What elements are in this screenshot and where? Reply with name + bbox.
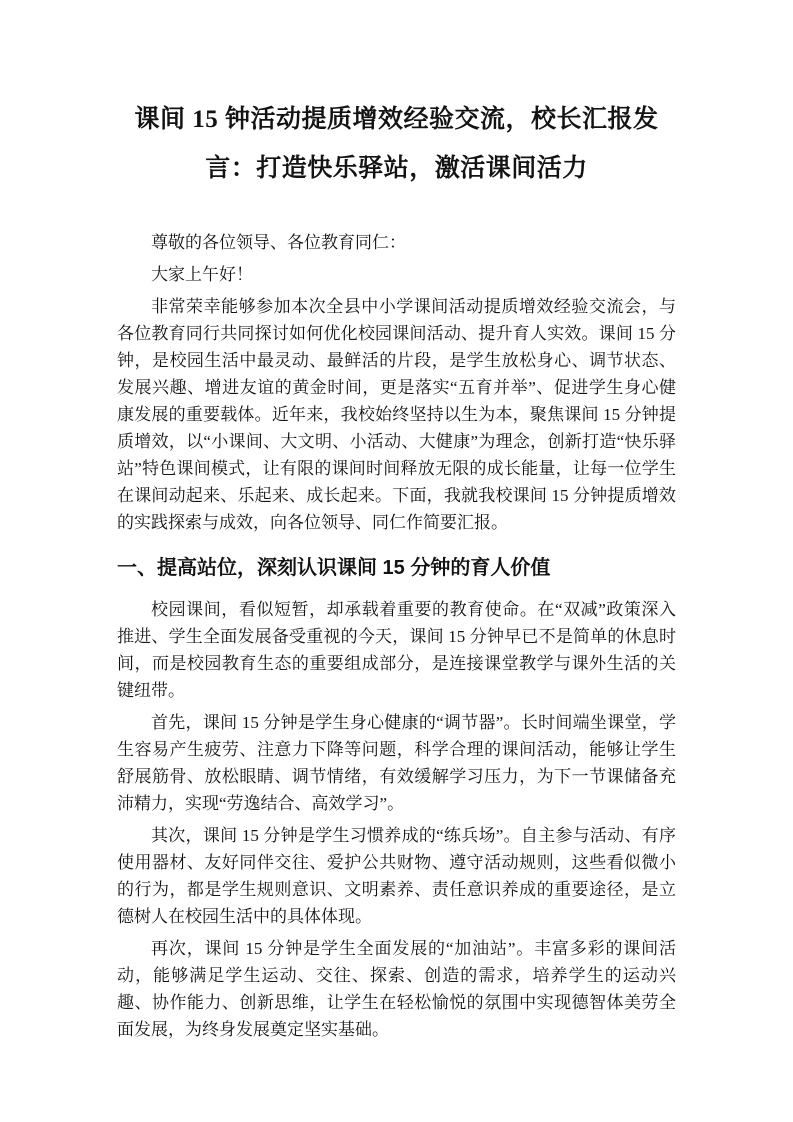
section-1-paragraph-4: 再次，课间 15 分钟是学生全面发展的“加油站”。丰富多彩的课间活动，能够满足学生运动、交往、探索、创造的需求，培养学生的运动兴趣、协作能力、创新思维，让学生在轻松愉悦的氛围中实现德智体美劳全面发展，为终身发展奠定坚实基础。: [117, 939, 676, 1039]
section-1-paragraph-1: 校园课间，看似短暂，却承载着重要的教育使命。在“双减”政策深入推进、学生全面发展备受重视的今天，课间 15 分钟早已不是简单的休息时间，而是校园教育生态的重要组成部分，是连接课堂教学与课外生活的关键纽带。: [117, 600, 676, 700]
document-title: 课间 15 钟活动提质增效经验交流，校长汇报发言：打造快乐驿站，激活课间活力: [134, 106, 659, 182]
section-1-heading: 一、提高站位，深刻认识课间 15 分钟的育人价值: [117, 557, 551, 579]
greeting-line: 尊敬的各位领导、各位教育同仁：: [151, 233, 406, 252]
intro-paragraph: 非常荣幸能够参加本次全县中小学课间活动提质增效经验交流会，与各位教育同行共同探讨如何优化校园课间活动、提升育人实效。课间 15 分钟，是校园生活中最灵动、最鲜活的片段，是学生放松身心、调节状态、发展兴趣、增进友谊的黄金时间，更是落实“五育并举”、促进学生身心健康发展的重要载体。近年来，我校始终坚持以生为本，聚焦课间 15 分钟提质增效，以“小课间、大文明、小活动、大健康”为理念，创新打造“快乐驿站”特色课间模式，让有限的课间时间释放无限的成长能量，让每一位学生在课间动起来、乐起来、成长起来。下面，我就我校课间 15 分钟提质增效的实践探索与成效，向各位领导、同仁作简要汇报。: [117, 297, 676, 532]
section-1-paragraph-2: 首先，课间 15 分钟是学生身心健康的“调节器”。长时间端坐课堂，学生容易产生疲劳、注意力下降等问题，科学合理的课间活动，能够让学生舒展筋骨、放松眼睛、调节情绪，有效缓解学习压力，为下一节课储备充沛精力，实现“劳逸结合、高效学习”。: [117, 713, 676, 813]
salutation-line: 大家上午好！: [151, 265, 253, 284]
section-1-paragraph-3: 其次，课间 15 分钟是学生习惯养成的“练兵场”。自主参与活动、有序使用器材、友好同伴交往、爱护公共财物、遵守活动规则，这些看似微小的行为，都是学生规则意识、文明素养、责任意识养成的重要途径，是立德树人在校园生活中的具体体现。: [117, 826, 676, 926]
